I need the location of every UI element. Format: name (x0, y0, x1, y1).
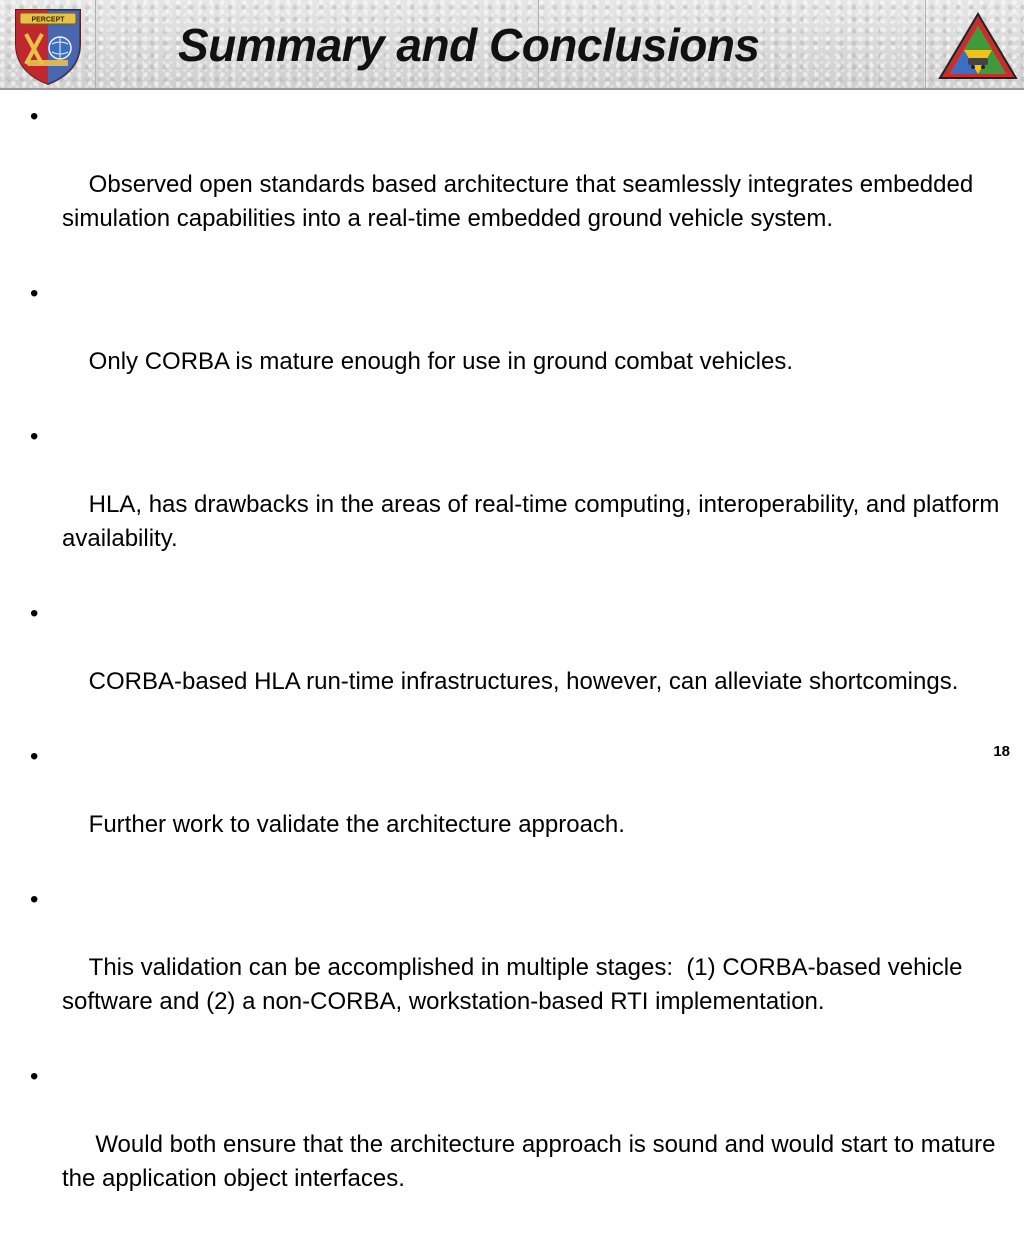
bullet-item (0, 1060, 1024, 1230)
bullet-point-icon: • (30, 743, 39, 770)
bullet-item (0, 420, 1024, 590)
bullet-text: Only CORBA is mature enough for use in ground combat vehicles. (88, 348, 794, 375)
bullet-text: CORBA-based HLA run-time infrastructures, however, can alleviate shortcomings. (88, 668, 959, 695)
page-number: 18 (993, 743, 1010, 760)
svg-text:PERCEPT: PERCEPT (31, 16, 65, 24)
bullet-point-icon: • (30, 280, 39, 307)
bullet-text: Further work to validate the architecture approach. (88, 811, 625, 838)
bullet-item (0, 277, 1024, 413)
bullet-text: Observed open standards based architecture that seamlessly integrates embedded simulation capabilities into a real-time embedded ground vehicle system. (62, 171, 980, 232)
header-divider (95, 0, 96, 88)
bullet-text: HLA, has drawbacks in the areas of real-time computing, interoperability, and platform availability. (62, 491, 1007, 552)
bullet-text: Would both ensure that the architecture approach is sound and would start to mature the application object interfaces. (62, 1131, 1003, 1192)
bullet-point-icon: • (30, 600, 39, 627)
bullet-item (0, 883, 1024, 1053)
bullet-point-icon: • (30, 1063, 39, 1090)
tri-color-triangle-icon (938, 12, 1018, 80)
header-divider (925, 0, 926, 88)
bullet-list (0, 100, 1024, 1237)
bullet-item (0, 100, 1024, 270)
slide-header (0, 0, 1024, 90)
bullet-item (0, 740, 1024, 876)
bullet-point-icon: • (30, 423, 39, 450)
bullet-point-icon: • (30, 103, 39, 130)
bullet-item (0, 597, 1024, 733)
slide-title: Summary and Conclusions (178, 19, 760, 71)
bullet-text: This validation can be accomplished in multiple stages: (1) CORBA-based vehicle software and (2) a non-CORBA, workstation-based RTI implementation. (62, 954, 970, 1015)
bullet-point-icon: • (30, 886, 39, 913)
army-shield-crest-icon (8, 4, 88, 86)
